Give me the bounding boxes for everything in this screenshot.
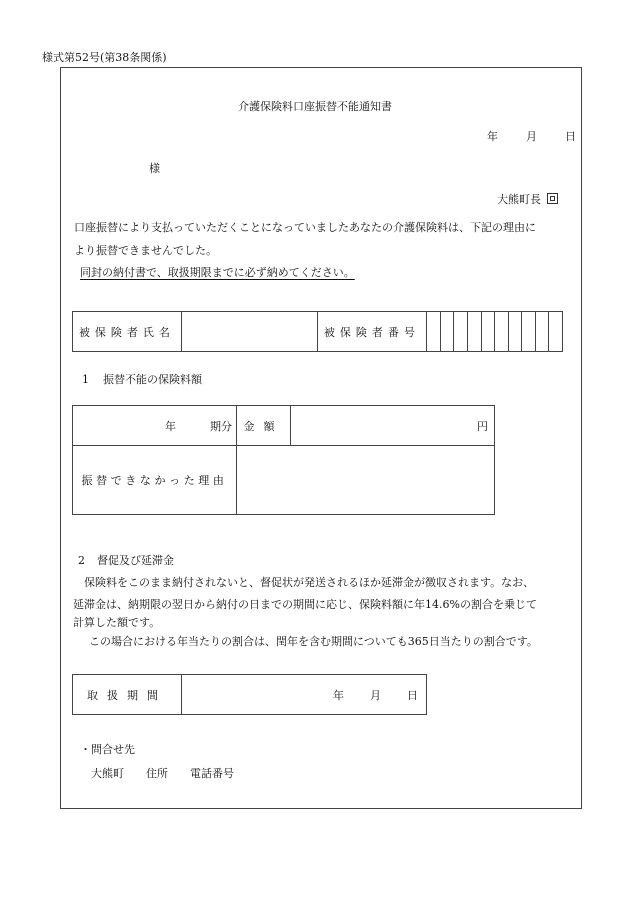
- contact-phone-label: 電話番号: [190, 767, 234, 780]
- deadline-value: [182, 675, 427, 715]
- insured-name-value: [181, 312, 317, 352]
- contact-address-label: 住所: [146, 767, 168, 780]
- body-line-1: 口座振替により支払っていただくことになっていましたあなたの介護保険料は、下記の理由に: [74, 221, 536, 234]
- insured-name-label: 被保険者氏名: [73, 312, 182, 352]
- insured-number-digit: [535, 312, 549, 352]
- date-year: 年: [487, 130, 498, 143]
- contact-details: [91, 768, 234, 779]
- section-2-line-3: 計算した額です。: [73, 616, 161, 629]
- yen-unit: 円: [477, 419, 488, 433]
- reason-label: 振替できなかった理由: [73, 446, 237, 515]
- contact-heading: ・問合せ先: [80, 743, 135, 756]
- year-period-cell: [73, 406, 237, 446]
- payment-notice: 同封の納付書で、取扱期限までに必ず納めてください。: [80, 266, 355, 279]
- insured-number-digit: [481, 312, 495, 352]
- body-line-2: より振替できませんでした。: [74, 244, 217, 257]
- date-month: 月: [526, 130, 537, 143]
- issuer-name: 大熊町長: [497, 193, 541, 206]
- deadline-table: [72, 674, 427, 715]
- addressee-suffix: 様: [149, 162, 160, 175]
- insured-table: [72, 311, 563, 352]
- deadline-day: 日: [407, 688, 418, 702]
- insured-number-digit: [522, 312, 536, 352]
- year-label: 年: [165, 419, 176, 433]
- deadline-label: 取扱期間: [73, 675, 182, 715]
- amount-value: [291, 406, 495, 446]
- date-day: 日: [565, 130, 576, 143]
- document-title: 介護保険料口座振替不能通知書: [238, 100, 392, 113]
- section-2-line-2: 延滞金は、納期限の翌日から納付の日までの期間に応じ、保険料額に年14.6%の割合を乗じて: [73, 598, 537, 611]
- section-2-line-1: 保険料をこのまま納付されないと、督促状が発送されるほか延滞金が徴収されます。なお、: [84, 576, 535, 589]
- insured-number-digit: [454, 312, 468, 352]
- insured-number-digit: [440, 312, 454, 352]
- insured-number-digit: [508, 312, 522, 352]
- section-2-paragraph-2: この場合における年当たりの割合は、閏年を含む期間についても365日当たりの割合です。: [89, 635, 538, 648]
- reason-value: [237, 446, 495, 515]
- date-line: [487, 131, 576, 142]
- premium-table: [72, 405, 495, 515]
- form-number: 様式第52号(第38条関係): [42, 51, 167, 64]
- section-1-heading: 1 振替不能の保険料額: [82, 373, 202, 386]
- contact-town: 大熊町: [91, 767, 124, 780]
- insured-number-digit: [467, 312, 481, 352]
- section-2-heading: 2 督促及び延滞金: [78, 554, 174, 567]
- official-seal-icon: [547, 193, 558, 204]
- insured-number-label: 被保険者番号: [317, 312, 427, 352]
- insured-number-digit: [427, 312, 441, 352]
- insured-number-digit: [549, 312, 563, 352]
- period-label: 期分: [210, 419, 232, 433]
- deadline-year: 年: [333, 688, 344, 702]
- insured-number-digit: [495, 312, 509, 352]
- deadline-month: 月: [370, 688, 381, 702]
- amount-label: 金額: [237, 406, 291, 446]
- issuer-line: [497, 193, 558, 205]
